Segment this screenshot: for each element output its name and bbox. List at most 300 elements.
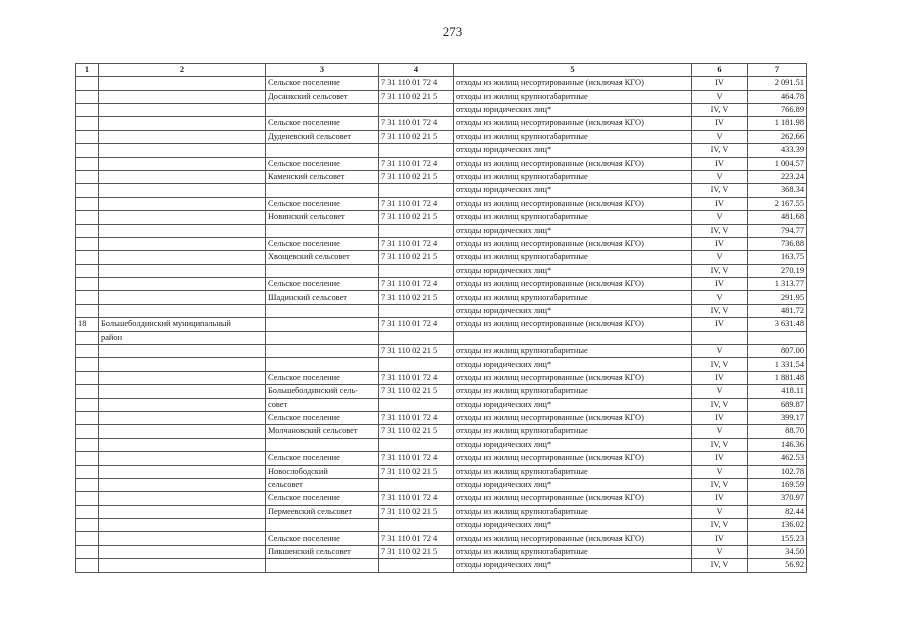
district-cell: район	[99, 331, 266, 344]
fkko-code-cell	[379, 478, 454, 491]
table-row	[76, 77, 807, 90]
row-number-cell	[76, 77, 99, 90]
hazard-class-cell: IV, V	[692, 224, 748, 237]
hazard-class-cell: V	[692, 345, 748, 358]
waste-type-cell: отходы юридических лиц*	[454, 103, 692, 116]
district-cell	[99, 345, 266, 358]
hazard-class-cell: IV, V	[692, 519, 748, 532]
fkko-code-cell	[379, 144, 454, 157]
settlement-cell: Пермеевский сельсовет	[266, 505, 379, 518]
hazard-class-cell: V	[692, 251, 748, 264]
waste-type-cell: отходы из жилищ несортированные (исключая КГО)	[454, 492, 692, 505]
fkko-code-cell: 7 31 110 01 72 4	[379, 532, 454, 545]
header-cell-5: 5	[454, 64, 692, 77]
district-cell	[99, 278, 266, 291]
table-row	[76, 532, 807, 545]
hazard-class-cell: IV, V	[692, 478, 748, 491]
amount-cell: 1 331.54	[748, 358, 807, 371]
hazard-class-cell: IV	[692, 237, 748, 250]
fkko-code-cell: 7 31 110 02 21 5	[379, 425, 454, 438]
waste-type-cell: отходы юридических лиц*	[454, 559, 692, 572]
fkko-code-cell	[379, 103, 454, 116]
row-number-cell	[76, 170, 99, 183]
district-cell	[99, 385, 266, 398]
district-cell	[99, 438, 266, 451]
hazard-class-cell: IV, V	[692, 144, 748, 157]
amount-cell: 399.17	[748, 411, 807, 424]
table-row	[76, 519, 807, 532]
settlement-cell: Сельское поселение	[266, 237, 379, 250]
fkko-code-cell	[379, 519, 454, 532]
row-number-cell	[76, 398, 99, 411]
hazard-class-cell: V	[692, 385, 748, 398]
settlement-cell: Сельское поселение	[266, 77, 379, 90]
amount-cell: 34.50	[748, 545, 807, 558]
district-cell	[99, 251, 266, 264]
hazard-class-cell: V	[692, 211, 748, 224]
hazard-class-cell: IV	[692, 157, 748, 170]
settlement-cell: Шадинский сельсовет	[266, 291, 379, 304]
row-number-cell	[76, 345, 99, 358]
row-number-cell	[76, 452, 99, 465]
amount-cell: 291.95	[748, 291, 807, 304]
row-number-cell	[76, 438, 99, 451]
waste-type-cell: отходы из жилищ крупногабаритные	[454, 291, 692, 304]
row-number-cell	[76, 130, 99, 143]
header-cell-4: 4	[379, 64, 454, 77]
waste-table	[75, 63, 807, 573]
district-cell	[99, 157, 266, 170]
waste-type-cell: отходы из жилищ несортированные (исключая КГО)	[454, 411, 692, 424]
waste-type-cell: отходы из жилищ крупногабаритные	[454, 170, 692, 183]
hazard-class-cell	[692, 331, 748, 344]
waste-type-cell: отходы из жилищ несортированные (исключая КГО)	[454, 157, 692, 170]
amount-cell: 736.88	[748, 237, 807, 250]
settlement-cell	[266, 184, 379, 197]
table-row	[76, 545, 807, 558]
row-number-cell	[76, 492, 99, 505]
amount-cell: 462.53	[748, 452, 807, 465]
fkko-code-cell: 7 31 110 01 72 4	[379, 452, 454, 465]
fkko-code-cell	[379, 304, 454, 317]
table-row	[76, 398, 807, 411]
hazard-class-cell: IV, V	[692, 438, 748, 451]
amount-cell: 88.70	[748, 425, 807, 438]
settlement-cell	[266, 331, 379, 344]
row-number-cell	[76, 358, 99, 371]
waste-type-cell: отходы из жилищ несортированные (исключая КГО)	[454, 77, 692, 90]
settlement-cell	[266, 103, 379, 116]
table-row	[76, 505, 807, 518]
row-number-cell	[76, 545, 99, 558]
hazard-class-cell: IV	[692, 371, 748, 384]
settlement-cell	[266, 304, 379, 317]
row-number-cell	[76, 532, 99, 545]
amount-cell: 169.59	[748, 478, 807, 491]
fkko-code-cell: 7 31 110 02 21 5	[379, 90, 454, 103]
table-row	[76, 318, 807, 331]
district-cell	[99, 170, 266, 183]
amount-cell: 766.89	[748, 103, 807, 116]
amount-cell: 2 167.55	[748, 197, 807, 210]
table-row	[76, 559, 807, 572]
table-row	[76, 411, 807, 424]
fkko-code-cell: 7 31 110 02 21 5	[379, 385, 454, 398]
settlement-cell: Дуденевский сельсовет	[266, 130, 379, 143]
district-cell	[99, 103, 266, 116]
table-row	[76, 251, 807, 264]
settlement-cell: Сельское поселение	[266, 157, 379, 170]
district-cell	[99, 465, 266, 478]
fkko-code-cell	[379, 559, 454, 572]
fkko-code-cell: 7 31 110 01 72 4	[379, 117, 454, 130]
waste-type-cell: отходы из жилищ крупногабаритные	[454, 345, 692, 358]
fkko-code-cell: 7 31 110 01 72 4	[379, 492, 454, 505]
fkko-code-cell: 7 31 110 01 72 4	[379, 278, 454, 291]
hazard-class-cell: IV, V	[692, 358, 748, 371]
hazard-class-cell: IV	[692, 197, 748, 210]
header-cell-2: 2	[99, 64, 266, 77]
settlement-cell: Сельское поселение	[266, 117, 379, 130]
row-number-cell	[76, 425, 99, 438]
table-row	[76, 264, 807, 277]
district-cell	[99, 532, 266, 545]
table-row	[76, 197, 807, 210]
hazard-class-cell: V	[692, 505, 748, 518]
settlement-cell: совет	[266, 398, 379, 411]
hazard-class-cell: IV	[692, 411, 748, 424]
header-cell-3: 3	[266, 64, 379, 77]
hazard-class-cell: V	[692, 170, 748, 183]
table-body	[76, 64, 807, 573]
amount-cell: 807.00	[748, 345, 807, 358]
table-row	[76, 130, 807, 143]
district-cell	[99, 130, 266, 143]
hazard-class-cell: IV	[692, 492, 748, 505]
waste-type-cell: отходы из жилищ несортированные (исключая КГО)	[454, 318, 692, 331]
district-cell	[99, 291, 266, 304]
row-number-cell	[76, 103, 99, 116]
row-number-cell	[76, 117, 99, 130]
table-row	[76, 117, 807, 130]
waste-type-cell: отходы из жилищ крупногабаритные	[454, 211, 692, 224]
amount-cell: 223.24	[748, 170, 807, 183]
hazard-class-cell: IV, V	[692, 103, 748, 116]
amount-cell: 3 631.48	[748, 318, 807, 331]
settlement-cell: Новослободский	[266, 465, 379, 478]
amount-cell: 1 004.57	[748, 157, 807, 170]
row-number-cell	[76, 291, 99, 304]
table-row	[76, 144, 807, 157]
fkko-code-cell	[379, 184, 454, 197]
waste-type-cell: отходы из жилищ несортированные (исключая КГО)	[454, 278, 692, 291]
district-cell	[99, 559, 266, 572]
row-number-cell	[76, 144, 99, 157]
hazard-class-cell: V	[692, 130, 748, 143]
row-number-cell	[76, 224, 99, 237]
amount-cell: 370.97	[748, 492, 807, 505]
hazard-class-cell: V	[692, 90, 748, 103]
fkko-code-cell: 7 31 110 01 72 4	[379, 411, 454, 424]
settlement-cell	[266, 318, 379, 331]
fkko-code-cell: 7 31 110 02 21 5	[379, 545, 454, 558]
settlement-cell: Сельское поселение	[266, 411, 379, 424]
settlement-cell	[266, 144, 379, 157]
waste-type-cell: отходы из жилищ несортированные (исключая КГО)	[454, 237, 692, 250]
district-cell	[99, 77, 266, 90]
amount-cell: 481.72	[748, 304, 807, 317]
fkko-code-cell: 7 31 110 02 21 5	[379, 465, 454, 478]
amount-cell: 82.44	[748, 505, 807, 518]
fkko-code-cell: 7 31 110 02 21 5	[379, 345, 454, 358]
fkko-code-cell: 7 31 110 01 72 4	[379, 197, 454, 210]
settlement-cell: Досанкский сельсовет	[266, 90, 379, 103]
table-row	[76, 425, 807, 438]
amount-cell: 794.77	[748, 224, 807, 237]
header-cell-6: 6	[692, 64, 748, 77]
fkko-code-cell: 7 31 110 02 21 5	[379, 291, 454, 304]
settlement-cell: Сельское поселение	[266, 278, 379, 291]
table-row	[76, 103, 807, 116]
district-cell	[99, 519, 266, 532]
fkko-code-cell: 7 31 110 01 72 4	[379, 237, 454, 250]
waste-type-cell: отходы из жилищ крупногабаритные	[454, 505, 692, 518]
table-row	[76, 371, 807, 384]
row-number-cell	[76, 559, 99, 572]
waste-type-cell: отходы из жилищ несортированные (исключая КГО)	[454, 197, 692, 210]
waste-type-cell: отходы юридических лиц*	[454, 144, 692, 157]
district-cell	[99, 224, 266, 237]
amount-cell: 1 181.98	[748, 117, 807, 130]
fkko-code-cell: 7 31 110 02 21 5	[379, 251, 454, 264]
row-number-cell	[76, 237, 99, 250]
header-cell-1: 1	[76, 64, 99, 77]
district-cell	[99, 411, 266, 424]
row-number-cell	[76, 519, 99, 532]
fkko-code-cell	[379, 438, 454, 451]
district-cell: Большеболдинский муниципальный	[99, 318, 266, 331]
amount-cell: 270.19	[748, 264, 807, 277]
table-row	[76, 492, 807, 505]
row-number-cell	[76, 251, 99, 264]
waste-type-cell: отходы из жилищ крупногабаритные	[454, 425, 692, 438]
settlement-cell	[266, 224, 379, 237]
waste-type-cell	[454, 331, 692, 344]
fkko-code-cell: 7 31 110 02 21 5	[379, 505, 454, 518]
row-number-cell	[76, 211, 99, 224]
row-number-cell	[76, 385, 99, 398]
amount-cell: 368.34	[748, 184, 807, 197]
hazard-class-cell: V	[692, 545, 748, 558]
district-cell	[99, 264, 266, 277]
waste-type-cell: отходы юридических лиц*	[454, 304, 692, 317]
district-cell	[99, 545, 266, 558]
row-number-cell: 18	[76, 318, 99, 331]
table-row	[76, 291, 807, 304]
row-number-cell	[76, 304, 99, 317]
table-row	[76, 358, 807, 371]
table-row	[76, 478, 807, 491]
amount-cell: 418.11	[748, 385, 807, 398]
fkko-code-cell	[379, 358, 454, 371]
row-number-cell	[76, 478, 99, 491]
settlement-cell	[266, 438, 379, 451]
district-cell	[99, 425, 266, 438]
waste-type-cell: отходы из жилищ несортированные (исключая КГО)	[454, 532, 692, 545]
hazard-class-cell: V	[692, 291, 748, 304]
hazard-class-cell: IV, V	[692, 398, 748, 411]
waste-type-cell: отходы юридических лиц*	[454, 519, 692, 532]
settlement-cell	[266, 519, 379, 532]
waste-type-cell: отходы из жилищ крупногабаритные	[454, 90, 692, 103]
hazard-class-cell: IV, V	[692, 184, 748, 197]
amount-cell: 102.78	[748, 465, 807, 478]
table-row	[76, 211, 807, 224]
fkko-code-cell: 7 31 110 02 21 5	[379, 211, 454, 224]
table-row	[76, 465, 807, 478]
district-cell	[99, 358, 266, 371]
settlement-cell: Пикшенский сельсовет	[266, 545, 379, 558]
settlement-cell: Сельское поселение	[266, 371, 379, 384]
settlement-cell: Каменский сельсовет	[266, 170, 379, 183]
district-cell	[99, 304, 266, 317]
district-cell	[99, 184, 266, 197]
waste-type-cell: отходы из жилищ несортированные (исключая КГО)	[454, 371, 692, 384]
district-cell	[99, 492, 266, 505]
fkko-code-cell: 7 31 110 02 21 5	[379, 170, 454, 183]
hazard-class-cell: IV	[692, 278, 748, 291]
waste-type-cell: отходы из жилищ крупногабаритные	[454, 385, 692, 398]
fkko-code-cell: 7 31 110 01 72 4	[379, 77, 454, 90]
table-row	[76, 90, 807, 103]
waste-type-cell: отходы юридических лиц*	[454, 224, 692, 237]
table-row	[76, 170, 807, 183]
amount-cell: 2 091.51	[748, 77, 807, 90]
fkko-code-cell	[379, 331, 454, 344]
hazard-class-cell: IV	[692, 117, 748, 130]
amount-cell: 1 313.77	[748, 278, 807, 291]
fkko-code-cell: 7 31 110 02 21 5	[379, 130, 454, 143]
table-row	[76, 304, 807, 317]
table-row	[76, 438, 807, 451]
waste-type-cell: отходы юридических лиц*	[454, 398, 692, 411]
settlement-cell: Сельское поселение	[266, 532, 379, 545]
amount-cell: 433.39	[748, 144, 807, 157]
table-row	[76, 331, 807, 344]
settlement-cell: Сельское поселение	[266, 197, 379, 210]
row-number-cell	[76, 184, 99, 197]
amount-cell: 481.68	[748, 211, 807, 224]
hazard-class-cell: IV	[692, 318, 748, 331]
table-row	[76, 184, 807, 197]
table-row	[76, 385, 807, 398]
waste-type-cell: отходы юридических лиц*	[454, 478, 692, 491]
settlement-cell: Сельское поселение	[266, 452, 379, 465]
waste-type-cell: отходы из жилищ крупногабаритные	[454, 545, 692, 558]
amount-cell	[748, 331, 807, 344]
district-cell	[99, 478, 266, 491]
table-header-row	[76, 64, 807, 77]
fkko-code-cell: 7 31 110 01 72 4	[379, 157, 454, 170]
waste-type-cell: отходы из жилищ крупногабаритные	[454, 130, 692, 143]
hazard-class-cell: V	[692, 425, 748, 438]
waste-type-cell: отходы из жилищ крупногабаритные	[454, 465, 692, 478]
waste-type-cell: отходы из жилищ несортированные (исключая КГО)	[454, 117, 692, 130]
hazard-class-cell: IV	[692, 452, 748, 465]
waste-type-cell: отходы юридических лиц*	[454, 438, 692, 451]
district-cell	[99, 398, 266, 411]
district-cell	[99, 505, 266, 518]
row-number-cell	[76, 331, 99, 344]
district-cell	[99, 197, 266, 210]
settlement-cell: Новинский сельсовет	[266, 211, 379, 224]
hazard-class-cell: IV	[692, 77, 748, 90]
amount-cell: 146.36	[748, 438, 807, 451]
district-cell	[99, 211, 266, 224]
settlement-cell: Большеболдинский сель-	[266, 385, 379, 398]
row-number-cell	[76, 157, 99, 170]
fkko-code-cell	[379, 224, 454, 237]
district-cell	[99, 371, 266, 384]
district-cell	[99, 90, 266, 103]
row-number-cell	[76, 90, 99, 103]
settlement-cell: Хвощевский сельсовет	[266, 251, 379, 264]
fkko-code-cell	[379, 264, 454, 277]
table-row	[76, 157, 807, 170]
district-cell	[99, 237, 266, 250]
amount-cell: 136.02	[748, 519, 807, 532]
hazard-class-cell: IV	[692, 532, 748, 545]
waste-type-cell: отходы юридических лиц*	[454, 184, 692, 197]
amount-cell: 56.92	[748, 559, 807, 572]
settlement-cell	[266, 345, 379, 358]
amount-cell: 163.75	[748, 251, 807, 264]
amount-cell: 1 881.48	[748, 371, 807, 384]
waste-type-cell: отходы юридических лиц*	[454, 358, 692, 371]
table-row	[76, 278, 807, 291]
table-row	[76, 345, 807, 358]
settlement-cell	[266, 559, 379, 572]
header-cell-7: 7	[748, 64, 807, 77]
table-row	[76, 452, 807, 465]
row-number-cell	[76, 278, 99, 291]
district-cell	[99, 144, 266, 157]
fkko-code-cell: 7 31 110 01 72 4	[379, 371, 454, 384]
district-cell	[99, 117, 266, 130]
amount-cell: 689.87	[748, 398, 807, 411]
table-row	[76, 237, 807, 250]
row-number-cell	[76, 371, 99, 384]
row-number-cell	[76, 197, 99, 210]
waste-type-cell: отходы из жилищ несортированные (исключая КГО)	[454, 452, 692, 465]
row-number-cell	[76, 411, 99, 424]
hazard-class-cell: IV, V	[692, 304, 748, 317]
settlement-cell: сельсовет	[266, 478, 379, 491]
hazard-class-cell: IV, V	[692, 264, 748, 277]
settlement-cell: Молчановский сельсовет	[266, 425, 379, 438]
fkko-code-cell	[379, 398, 454, 411]
amount-cell: 155.23	[748, 532, 807, 545]
settlement-cell	[266, 358, 379, 371]
district-cell	[99, 452, 266, 465]
amount-cell: 262.66	[748, 130, 807, 143]
settlement-cell	[266, 264, 379, 277]
row-number-cell	[76, 505, 99, 518]
waste-type-cell: отходы из жилищ крупногабаритные	[454, 251, 692, 264]
row-number-cell	[76, 264, 99, 277]
page-number: 273	[442, 24, 463, 39]
settlement-cell: Сельское поселение	[266, 492, 379, 505]
